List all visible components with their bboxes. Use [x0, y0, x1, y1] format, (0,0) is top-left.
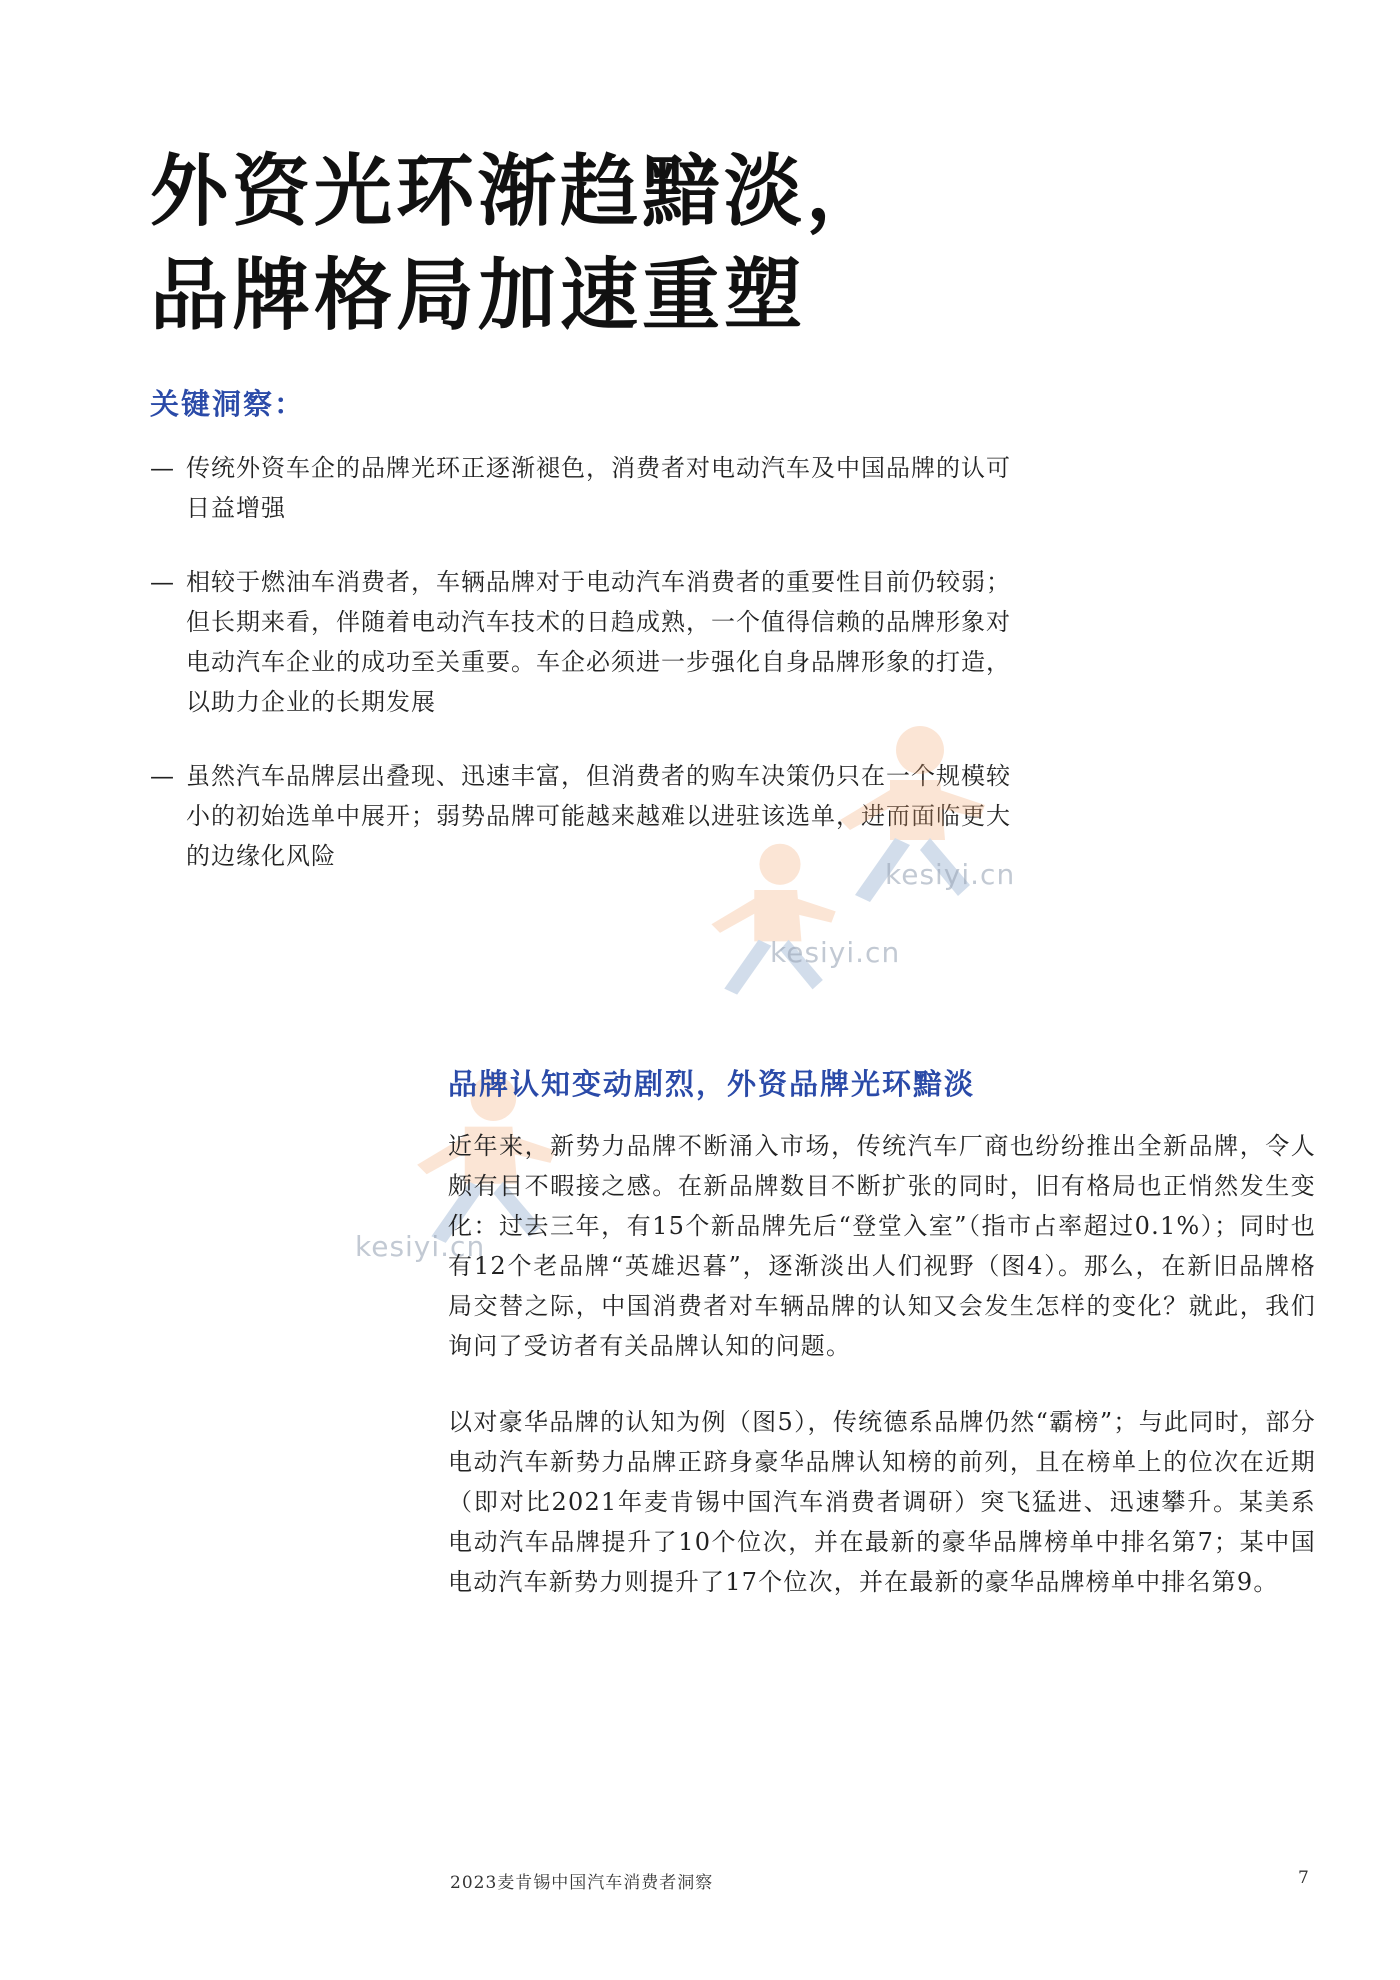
- insight-text: 传统外资车企的品牌光环正逐渐褪色，消费者对电动汽车及中国品牌的认可日益增强: [186, 454, 1011, 522]
- footer-report-title: 2023麦肯锡中国汽车消费者洞察: [450, 1873, 714, 1893]
- insight-text: 虽然汽车品牌层出叠现、迅速丰富，但消费者的购车决策仍只在一个规模较小的初始选单中展开；弱势品牌可能越来越难以进驻该选单，进而面临更大的边缘化风险: [186, 762, 1011, 870]
- insight-text: 相较于燃油车消费者，车辆品牌对于电动汽车消费者的重要性目前仍较弱；但长期来看，伴随着电动汽车技术的日趋成熟，一个值得信赖的品牌形象对电动汽车企业的成功至关重要。车企必须进一步强化自身品牌形象的打造，以助力企业的长期发展: [186, 568, 1011, 716]
- insight-item: [150, 756, 1030, 876]
- key-insights-list: [150, 448, 1030, 910]
- section-body: [448, 1126, 1316, 1638]
- page-title-line2: 品牌格局加速重塑: [150, 250, 807, 341]
- body-paragraph: 以对豪华品牌的认知为例（图5），传统德系品牌仍然“霸榜”；与此同时，部分电动汽车新势力品牌正跻身豪华品牌认知榜的前列，且在榜单上的位次在近期（即对比2021年麦肯锡中国汽车消费者调研）突飞猛进、迅速攀升。某美系电动汽车品牌提升了10个位次，并在最新的豪华品牌榜单中排名第7；某中国电动汽车新势力则提升了17个位次，并在最新的豪华品牌榜单中排名第9。: [448, 1408, 1316, 1596]
- section-heading: 品牌认知变动剧烈，外资品牌光环黯淡: [448, 1067, 976, 1101]
- page-number: 7: [1298, 1868, 1309, 1888]
- page-title-line1: 外资光环渐趋黯淡，: [150, 146, 889, 237]
- page-title: [150, 140, 888, 348]
- dash-bullet: —: [150, 762, 175, 790]
- watermark-text: kesiyi.cn: [355, 1230, 486, 1263]
- dash-bullet: —: [150, 568, 175, 596]
- insight-item: [150, 562, 1030, 722]
- dash-bullet: —: [150, 454, 175, 482]
- insight-item: [150, 448, 1030, 528]
- watermark-text: kesiyi.cn: [770, 936, 901, 969]
- body-paragraph: 近年来，新势力品牌不断涌入市场，传统汽车厂商也纷纷推出全新品牌，令人颇有目不暇接之感。在新品牌数目不断扩张的同时，旧有格局也正悄然发生变化：过去三年，有15个新品牌先后“登堂入室”（指市占率超过0.1%）；同时也有12个老品牌“英雄迟暮”，逐渐淡出人们视野（图4）。那么，在新旧品牌格局交替之际，中国消费者对车辆品牌的认知又会发生怎样的变化？就此，我们询问了受访者有关品牌认知的问题。: [448, 1132, 1316, 1360]
- key-insights-heading: 关键洞察：: [150, 387, 306, 421]
- watermark-text: kesiyi.cn: [885, 858, 1016, 891]
